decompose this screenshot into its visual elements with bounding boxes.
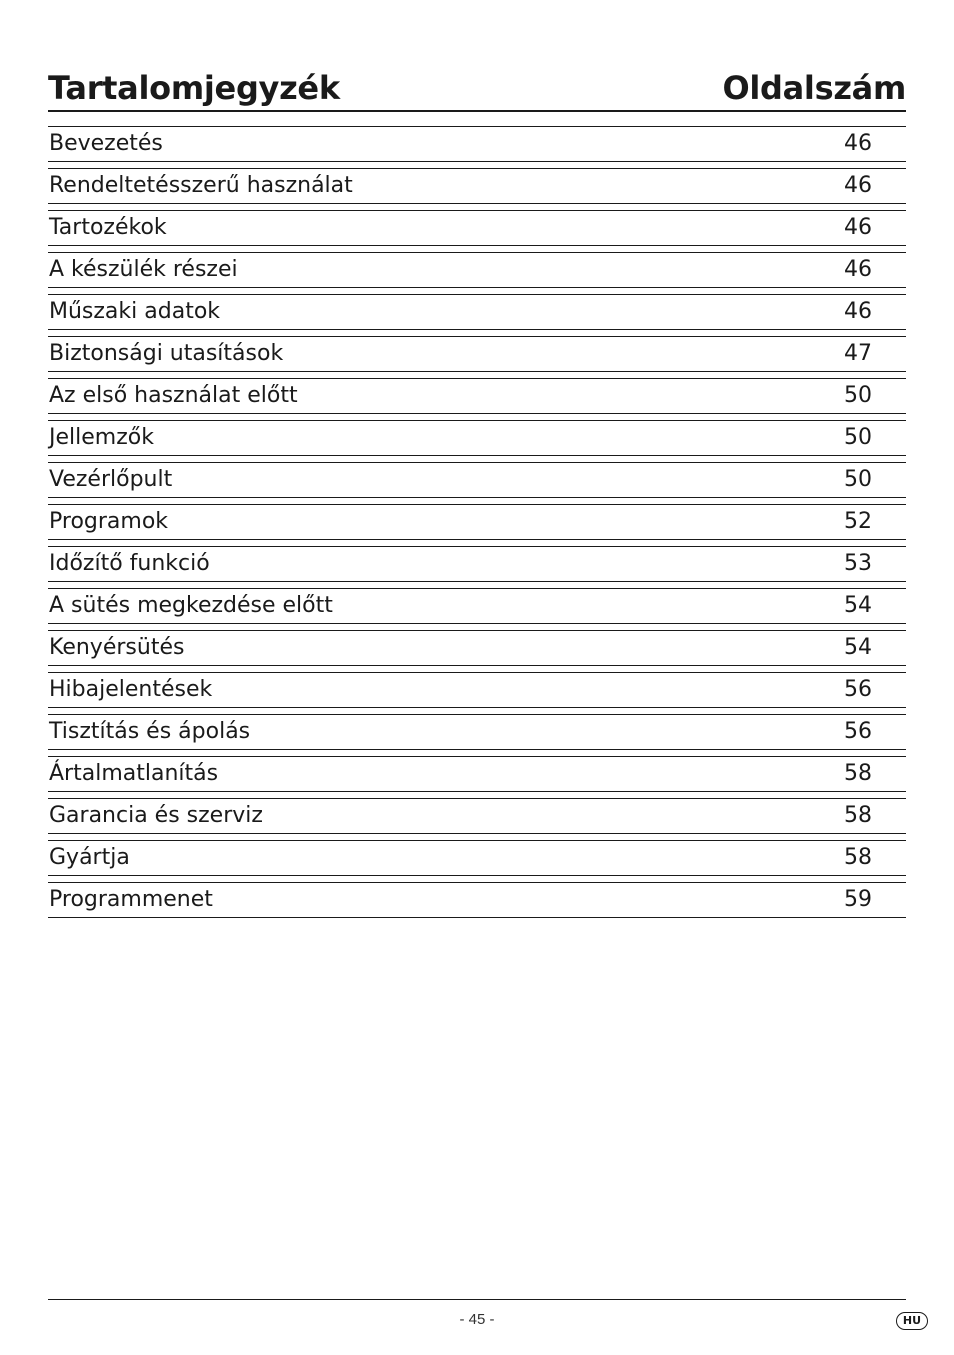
toc-entry-page: 54 [844, 593, 872, 618]
toc-entry-page: 54 [844, 635, 872, 660]
toc-entry-page: 50 [844, 425, 872, 450]
toc-entry-page: 58 [844, 803, 872, 828]
page-column-heading: Oldalszám [722, 69, 906, 107]
toc-entry-title: Garancia és szerviz [49, 803, 263, 828]
toc-entry[interactable] [48, 588, 906, 624]
toc-entry[interactable] [48, 378, 906, 414]
table-of-contents [48, 126, 906, 924]
toc-entry[interactable] [48, 294, 906, 330]
toc-entry-title: Rendeltetésszerű használat [49, 173, 353, 198]
toc-entry-page: 46 [844, 215, 872, 240]
toc-entry[interactable] [48, 504, 906, 540]
toc-entry-title: Programmenet [49, 887, 213, 912]
toc-entry-title: Ártalmatlanítás [49, 761, 219, 786]
toc-entry-title: Tartozékok [49, 215, 167, 240]
toc-entry-page: 50 [844, 383, 872, 408]
toc-entry-page: 53 [844, 551, 872, 576]
toc-entry-title: Jellemzők [49, 425, 154, 450]
toc-entry-title: Gyártja [49, 845, 130, 870]
toc-entry-title: Bevezetés [49, 131, 163, 156]
toc-entry-title: Vezérlőpult [49, 467, 173, 492]
toc-entry[interactable] [48, 336, 906, 372]
toc-entry-title: A sütés megkezdése előtt [49, 593, 333, 618]
toc-entry[interactable] [48, 630, 906, 666]
toc-entry[interactable] [48, 252, 906, 288]
toc-entry-title: Biztonsági utasítások [49, 341, 284, 366]
toc-entry-page: 46 [844, 257, 872, 282]
footer-divider [48, 1299, 906, 1300]
toc-header [48, 66, 906, 112]
toc-entry[interactable] [48, 882, 906, 918]
toc-entry[interactable] [48, 672, 906, 708]
toc-entry-title: Időzítő funkció [49, 551, 210, 576]
toc-entry[interactable] [48, 210, 906, 246]
toc-entry[interactable] [48, 546, 906, 582]
toc-entry-page: 59 [844, 887, 872, 912]
toc-entry-page: 56 [844, 677, 872, 702]
toc-entry-page: 46 [844, 131, 872, 156]
toc-entry-title: Műszaki adatok [49, 299, 221, 324]
toc-entry-page: 50 [844, 467, 872, 492]
toc-entry[interactable] [48, 126, 906, 162]
toc-entry-page: 58 [844, 761, 872, 786]
toc-entry-title: Tisztítás és ápolás [49, 719, 251, 744]
toc-entry[interactable] [48, 756, 906, 792]
toc-entry-title: A készülék részei [49, 257, 238, 282]
toc-entry-page: 47 [844, 341, 872, 366]
toc-entry-page: 46 [844, 299, 872, 324]
toc-entry-title: Hibajelentések [49, 677, 213, 702]
toc-entry-title: Az első használat előtt [49, 383, 298, 408]
toc-entry[interactable] [48, 798, 906, 834]
toc-entry[interactable] [48, 462, 906, 498]
language-badge: HU [896, 1312, 928, 1330]
page-number: - 45 - [459, 1311, 495, 1328]
toc-entry[interactable] [48, 714, 906, 750]
toc-entry-page: 56 [844, 719, 872, 744]
toc-entry-title: Kenyérsütés [49, 635, 185, 660]
toc-entry-page: 52 [844, 509, 872, 534]
toc-entry-page: 46 [844, 173, 872, 198]
toc-entry[interactable] [48, 420, 906, 456]
toc-entry-page: 58 [844, 845, 872, 870]
toc-entry[interactable] [48, 840, 906, 876]
toc-entry-title: Programok [49, 509, 169, 534]
page-title: Tartalomjegyzék [48, 69, 340, 107]
toc-entry[interactable] [48, 168, 906, 204]
